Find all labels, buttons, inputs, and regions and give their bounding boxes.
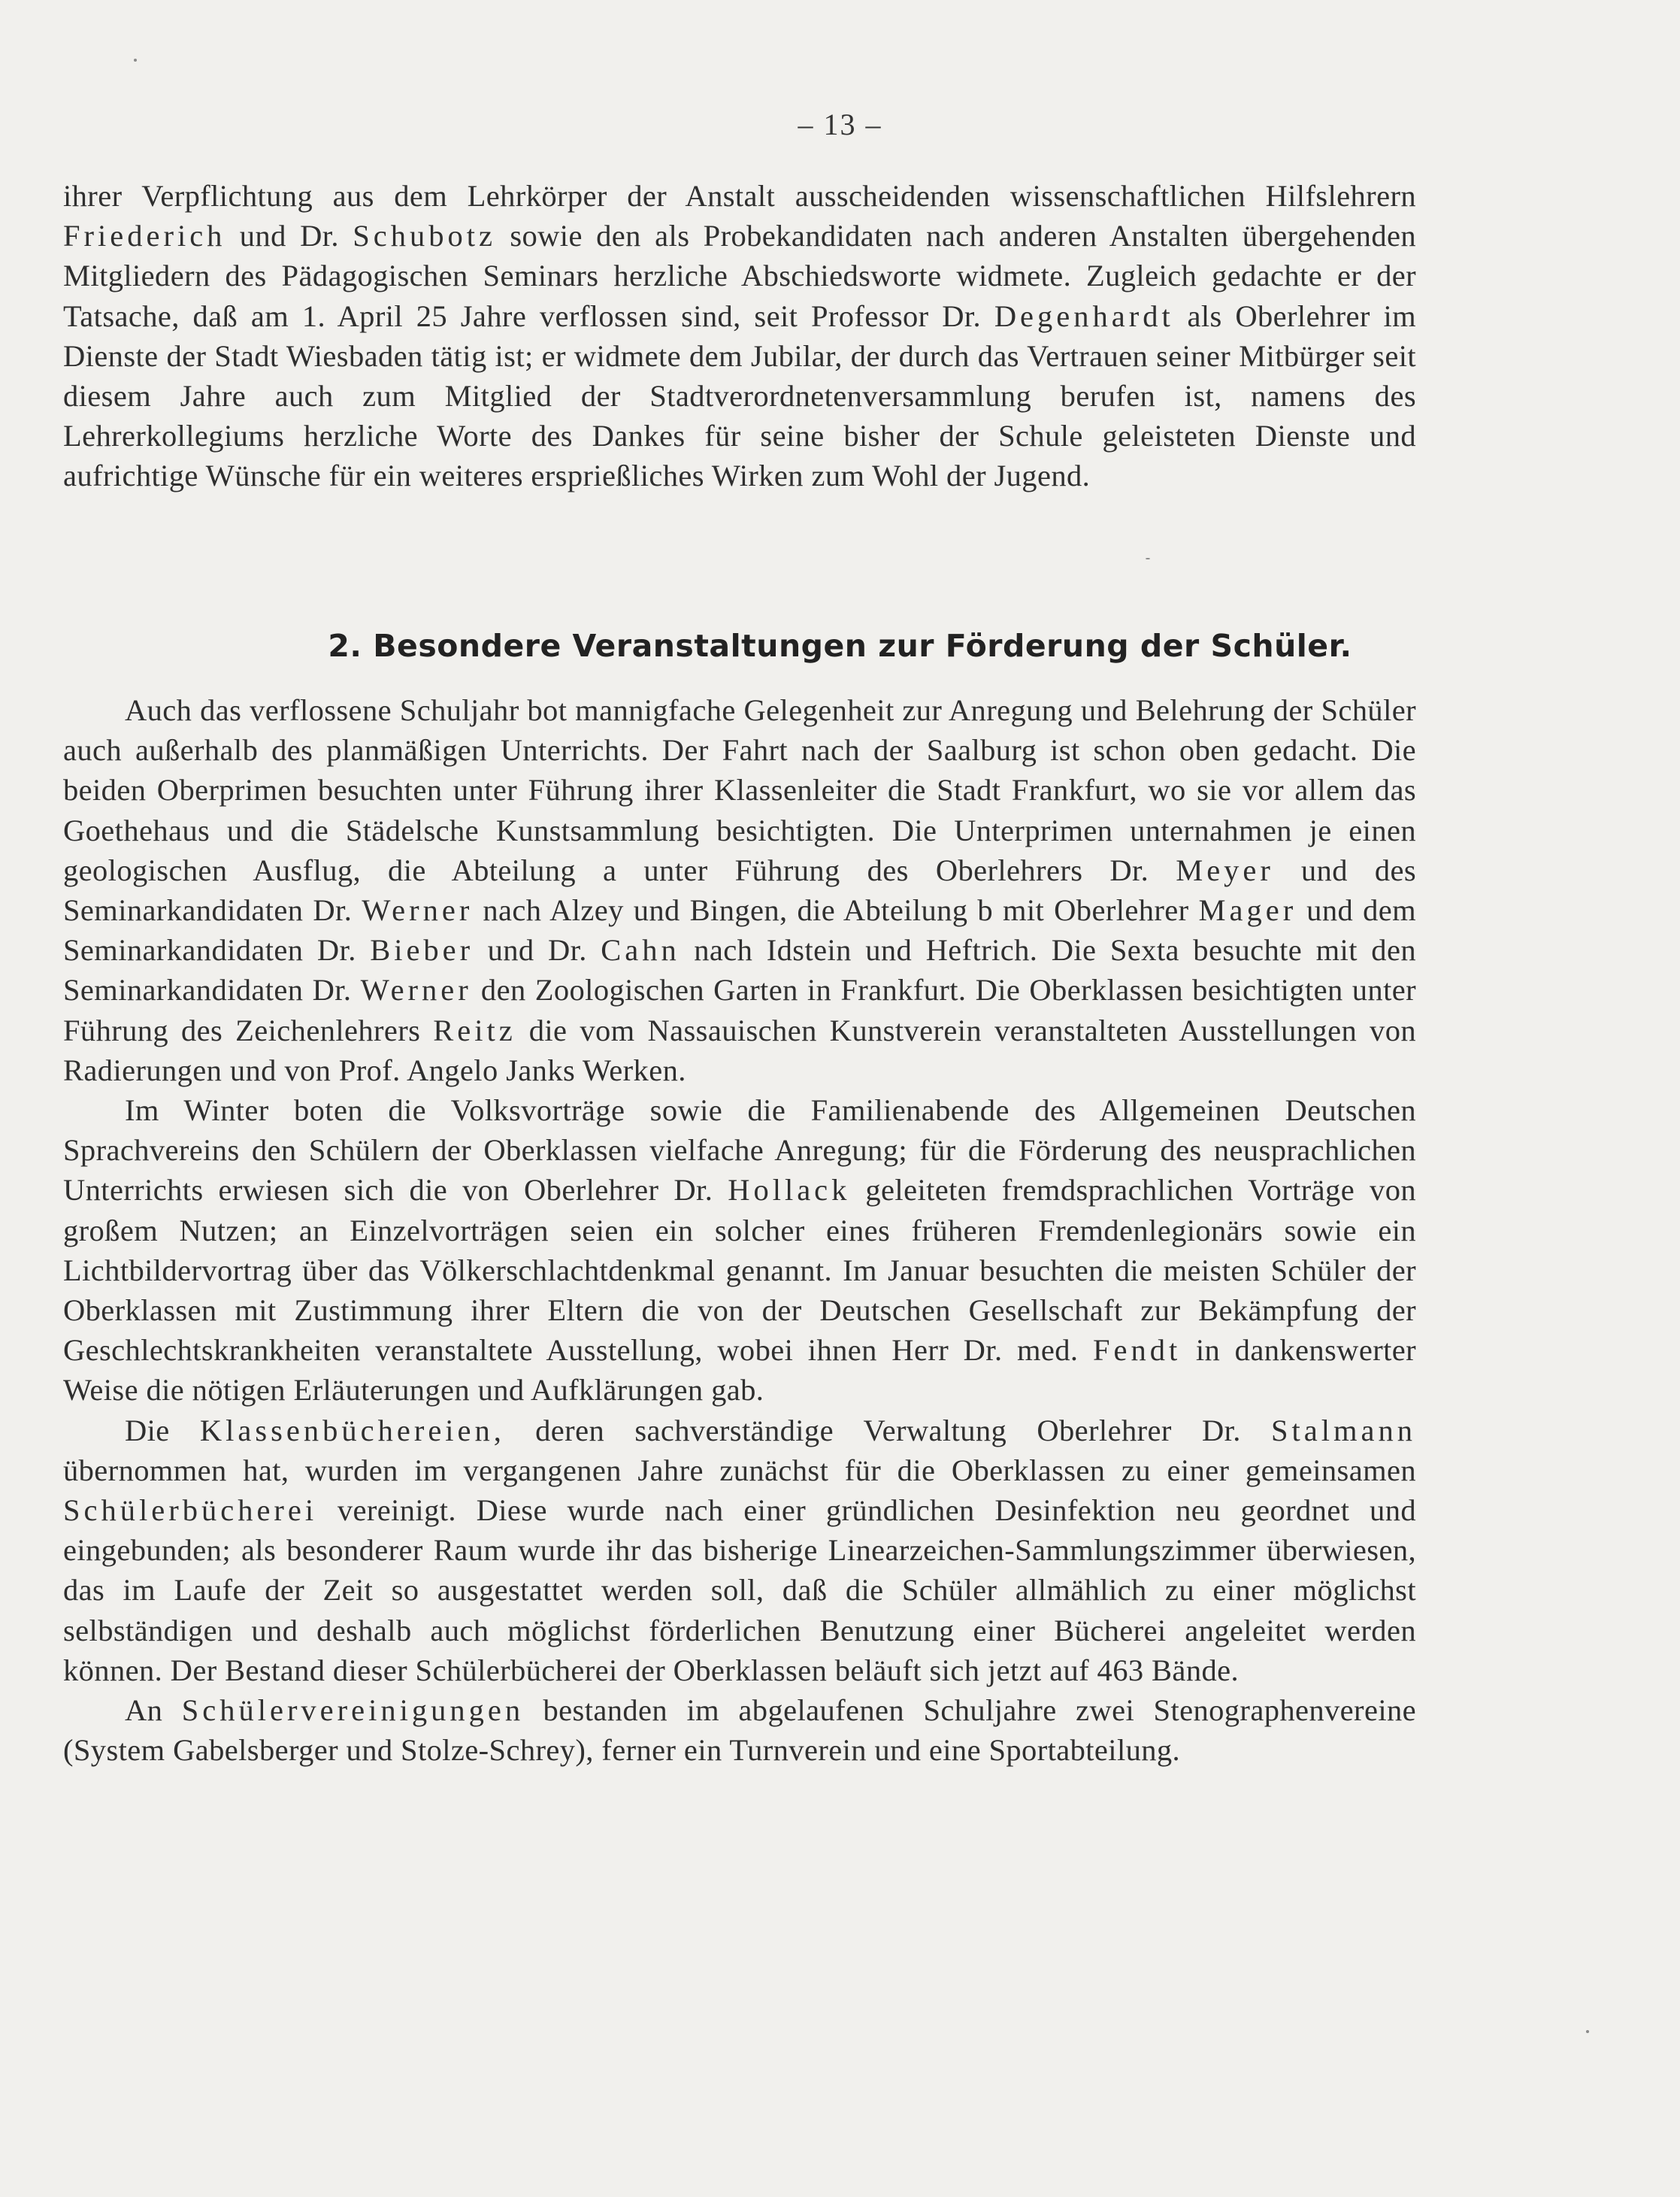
paragraph-lectures (63, 1090, 1416, 1411)
paper-speck (1146, 558, 1150, 559)
text-run: vereinigt. Diese wurde nach einer gründlichen Desinfektion neu geordnet und eingebunden; als besonderer Raum wurde ihr das bisherige Linearzeichen-Sammlungszimmer überwiesen, das im Laufe der Zeit so ausgestattet werden soll, daß die Schüler allmählich zu einer möglichst selbständigen und deshalb auch möglichst förderlichen Benutzung einer Bücherei angeleitet werden können. Der Bestand dieser Schülerbücherei der Oberklassen beläuft sich jetzt auf 463 Bände. (63, 1493, 1416, 1687)
name-stalmann: Stalmann (1271, 1413, 1417, 1447)
page-number: – 13 – (798, 108, 882, 141)
text-run: den Zoologischen Garten in Frankfurt. Die Oberklassen besichtigten unter Führung des Zeichenlehrers (63, 973, 1416, 1047)
text-run: die vom Nassauischen Kunstverein veranstalteten Ausstellungen von Radierungen und von Prof. Angelo Janks Werken. (63, 1013, 1416, 1087)
name-reitz: Reitz (433, 1013, 516, 1047)
name-bieber: Bieber (370, 933, 474, 968)
text-run: als Oberlehrer im Dienste der Stadt Wiesbaden tätig ist; er widmete dem Jubilar, der durch das Vertrauen seiner Mitbürger seit diesem Jahre auch zum Mitglied der Stadtverordnetenversammlung berufen ist, namens des Lehrerkollegiums herzliche Worte des Dankes für seine bisher der Schule geleisteten Dienste und aufrichtige Wünsche für ein weiteres ersprießliches Wirken zum Wohl der Jugend. (63, 298, 1417, 493)
text-run: Auch das verflossene Schuljahr bot mannigfache Gelegenheit zur Anregung und Belehrung der Schüler auch außerhalb des planmäßigen Unterrichts. Der Fahrt nach der Saalburg ist schon oben gedacht. Die beiden Oberprimen besuchten unter Führung ihrer Klassenleiter die Stadt Frankfurt, wo sie vor allem das Goethehaus und die Städelsche Kunstsammlung besichtigten. Die Unterprimen unternahmen je einen geologischen Ausflug, die Abteilung a unter Führung des Oberlehrers Dr. (63, 693, 1416, 887)
text-run: Im Winter boten die Volksvorträge sowie die Familienabende des Allgemeinen Deutschen Sprachvereins den Schülern der Oberklassen vielfache Anregung; für die Förderung des neusprachlichen Unterrichts erwiesen sich die von Oberlehrer Dr. (63, 1093, 1416, 1208)
text-run: und Dr. (487, 933, 587, 968)
name-hollack: Hollack (728, 1173, 851, 1208)
text-run: An (125, 1693, 163, 1728)
name-schubotz: Schubotz (353, 219, 496, 253)
name-werner: Werner (360, 973, 472, 1008)
name-degenhardt: Degenhardt (994, 298, 1174, 333)
section-body (63, 690, 1416, 1770)
section-heading: 2. Besondere Veranstaltungen zur Förderung der Schüler. (328, 628, 1352, 664)
name-mager: Mager (1198, 893, 1297, 928)
paragraph-excursions (63, 690, 1416, 1090)
term-schuelervereinigungen: Schülervereinigungen (181, 1693, 525, 1728)
text-run: und dem Seminarkandidaten Dr. (63, 893, 1416, 968)
text-run: deren sachverständige Verwaltung Oberlehrer Dr. (535, 1413, 1241, 1447)
name-fendt: Fendt (1093, 1333, 1182, 1368)
text-run: und Dr. (239, 219, 339, 253)
text-run: ihrer Verpflichtung aus dem Lehrkörper der Anstalt ausscheidenden wissenschaftlichen Hilfslehrern (63, 179, 1416, 213)
name-cahn: Cahn (601, 933, 680, 968)
text-run: sowie den als Probekandidaten nach anderen Anstalten übergehenden Mitgliedern des Pädagogischen Seminars herzliche Abschiedsworte widmete. Zugleich gedachte er der Tatsache, daß am 1. April 25 Jahre verflossen sind, seit Professor Dr. (63, 219, 1416, 333)
text-run: nach Idstein und Heftrich. Die Sexta besuchte mit den Seminarkandidaten Dr. (63, 933, 1416, 1008)
text-run: und des Seminarkandidaten Dr. (63, 853, 1417, 928)
intro-text-block (63, 176, 1416, 496)
paper-speck (1586, 2030, 1589, 2033)
paragraph-library (63, 1411, 1416, 1690)
name-werner: Werner (362, 893, 474, 928)
text-run: nach Alzey und Bingen, die Abteilung b mit Oberlehrer (483, 893, 1189, 928)
term-klassenbuechereien: Klassenbüchereien, (199, 1413, 505, 1447)
text-run: in dankenswerter Weise die nötigen Erläuterungen und Aufklärungen gab. (63, 1333, 1417, 1408)
paragraph-farewell (63, 176, 1416, 496)
text-run: geleiteten fremdsprachlichen Vorträge von großem Nutzen; an Einzelvorträgen seien ein solcher eines früheren Fremdenlegionärs sowie ein Lichtbildervortrag über das Völkerschlachtdenkmal genannt. Im Januar besuchten die meisten Schüler der Oberklassen mit Zustimmung ihrer Eltern die von der Deutschen Gesellschaft zur Bekämpfung der Geschlechtskrankheiten veranstaltete Ausstellung, wobei ihnen Herr Dr. med. (63, 1173, 1417, 1368)
term-schuelerbuecherei: Schülerbücherei (63, 1493, 318, 1528)
name-friederich: Friederich (63, 219, 226, 253)
text-run: übernommen hat, wurden im vergangenen Jahre zunächst für die Oberklassen zu einer gemeinsamen (63, 1453, 1416, 1487)
paragraph-associations (63, 1690, 1416, 1770)
paper-speck (134, 59, 137, 62)
name-meyer: Meyer (1176, 853, 1274, 887)
text-run: Die (125, 1413, 170, 1447)
text-run: bestanden im abgelaufenen Schuljahre zwei Stenographenvereine (System Gabelsberger und Stolze-Schrey), ferner ein Turnverein und eine Sportabteilung. (63, 1693, 1416, 1768)
